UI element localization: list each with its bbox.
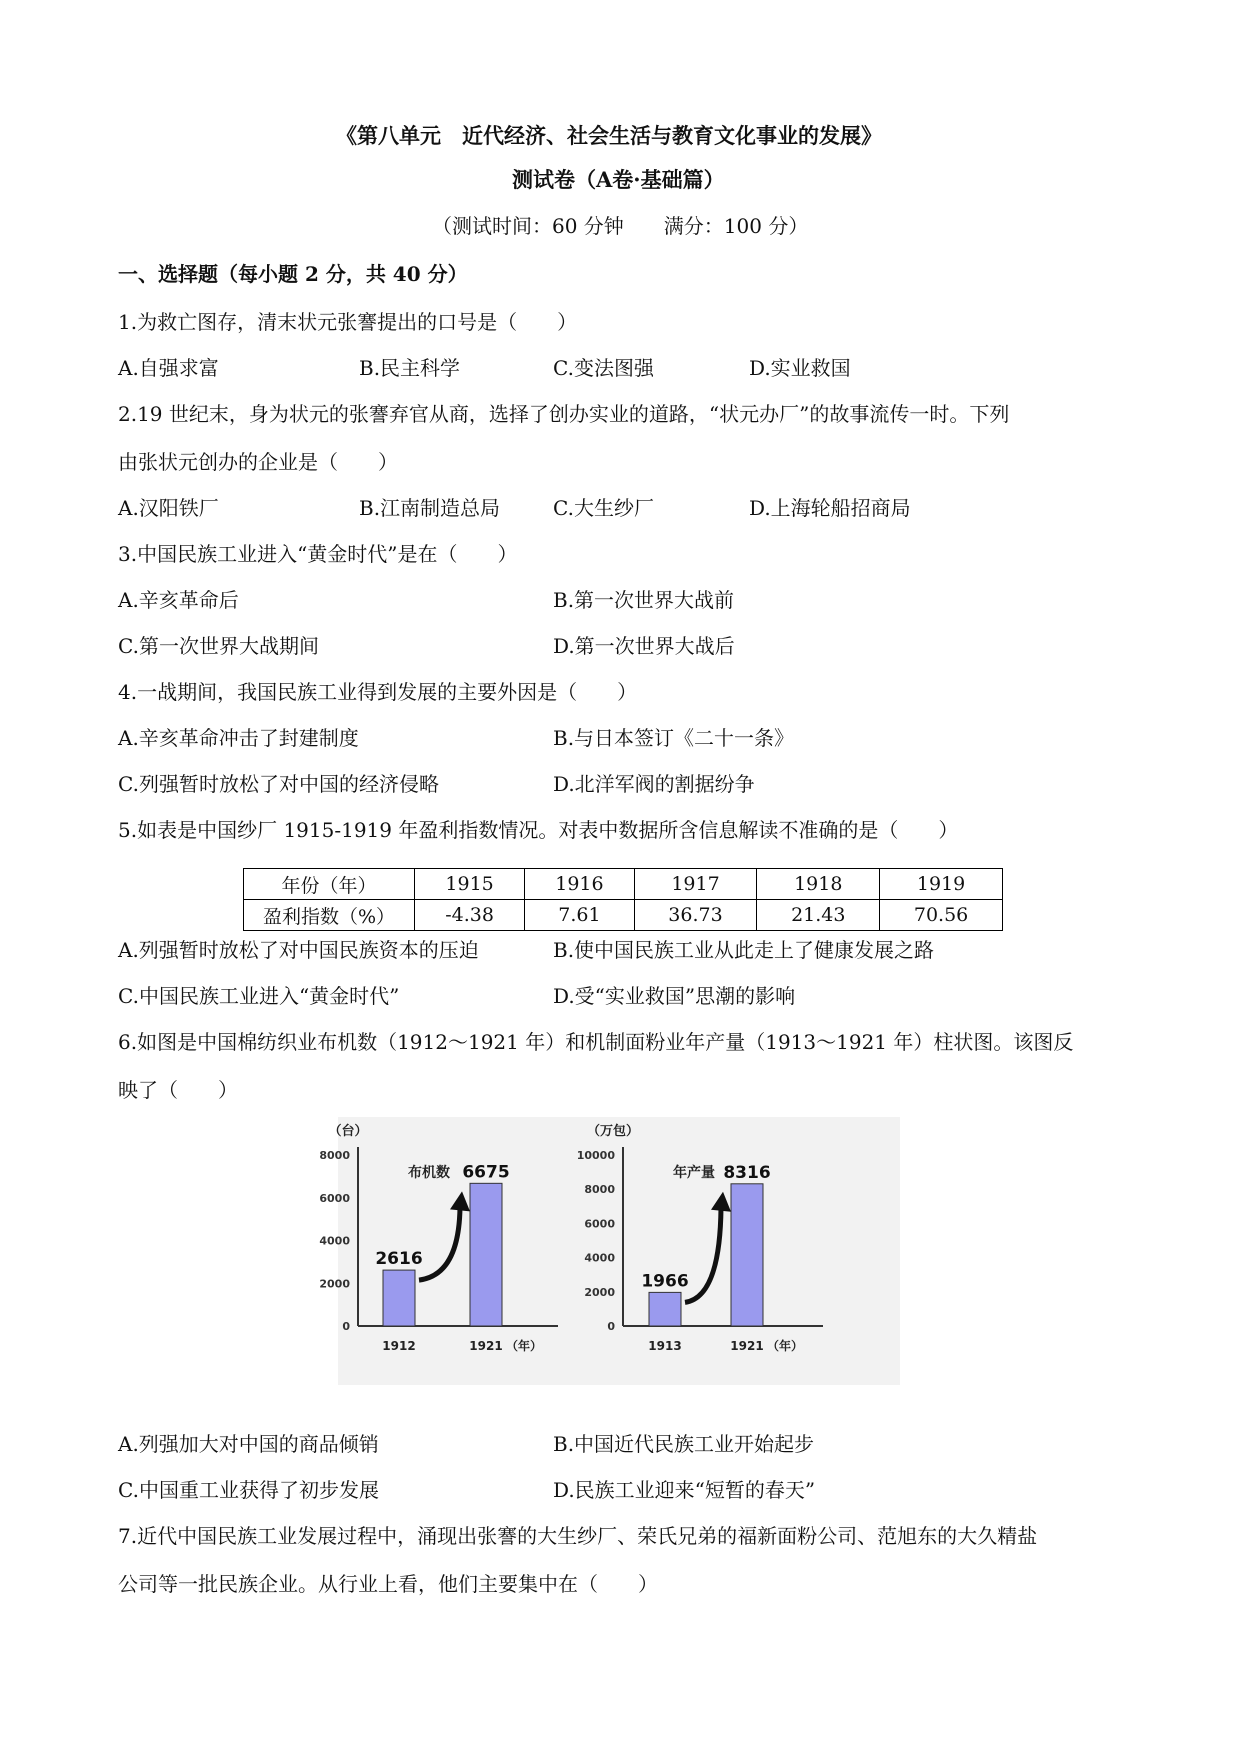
table-cell: 70.56 [880,900,1003,931]
trend-arrow-head [450,1191,470,1211]
table-cell: 1916 [525,869,634,900]
chart-title: 年产量 [673,1165,715,1181]
x-tick-label: 1912 [382,1339,416,1353]
profit-index-table [243,868,1003,931]
q4-option-a[interactable]: A.辛亥革命冲击了封建制度 [118,726,359,750]
y-tick-label: 6000 [584,1217,615,1231]
doc-title: 《第八单元 近代经济、社会生活与教育文化事业的发展》 [336,123,882,148]
q5-option-b[interactable]: B.使中国民族工业从此走上了健康发展之路 [553,938,935,962]
q2-stem-line1: 2.19 世纪末，身为状元的张謇弃官从商，选择了创办实业的道路，“状元办厂”的故事流传一时。下列 [118,402,1010,426]
table-cell: 1919 [880,869,1003,900]
q6-option-b[interactable]: B.中国近代民族工业开始起步 [553,1432,815,1456]
bar-charts-figure [319,1117,900,1385]
x-tick-label: 1921 [469,1339,503,1353]
table-cell: 7.61 [525,900,634,931]
q3-option-d[interactable]: D.第一次世界大战后 [553,634,735,658]
q4-stem: 4.一战期间，我国民族工业得到发展的主要外因是（ ） [118,680,638,704]
q1-stem: 1.为救亡图存，清末状元张謇提出的口号是（ ） [118,310,578,334]
q4-option-d[interactable]: D.北洋军阀的割据纷争 [553,772,755,796]
section-heading: 一、选择题（每小题 2 分，共 40 分） [118,262,468,286]
q3-option-a[interactable]: A.辛亥革命后 [118,588,239,612]
y-tick-label: 6000 [319,1191,350,1205]
table-cell: 年份（年） [244,869,415,900]
x-tick-label: 1921 [730,1339,764,1353]
x-unit-label: （年） [766,1339,804,1353]
table-cell: 盈利指数（%） [244,900,415,931]
trend-arrow [419,1207,460,1280]
x-unit-label: （年） [505,1339,543,1353]
q6-option-a[interactable]: A.列强加大对中国的商品倾销 [118,1432,379,1456]
q1-option-d[interactable]: D.实业救国 [749,356,851,380]
table-cell: 21.43 [757,900,880,931]
q6-option-d[interactable]: D.民族工业迎来“短暂的春天” [553,1478,816,1502]
q3-option-c[interactable]: C.第一次世界大战期间 [118,634,319,658]
q6-stem-line2: 映了（ ） [118,1078,238,1102]
q5-option-c[interactable]: C.中国民族工业进入“黄金时代” [118,984,400,1008]
q2-stem-line2: 由张状元创办的企业是（ ） [118,450,398,474]
y-tick-label: 0 [607,1320,615,1333]
q6-option-c[interactable]: C.中国重工业获得了初步发展 [118,1478,379,1502]
bar-value-label: 2616 [375,1249,423,1270]
doc-subtitle: 测试卷（A卷·基础篇） [512,167,725,192]
table-cell: 1918 [757,869,880,900]
chart-unit-label: （万包） [586,1124,640,1139]
bar [649,1292,681,1326]
y-tick-label: 8000 [319,1149,350,1162]
y-tick-label: 8000 [584,1183,615,1197]
trend-arrow-head [711,1192,731,1212]
doc-meta: （测试时间：60 分钟 满分：100 分） [432,214,809,238]
q7-stem-line1: 7.近代中国民族工业发展过程中，涌现出张謇的大生纱厂、荣氏兄弟的福新面粉公司、范旭东的大久精盐 [118,1524,1038,1548]
q1-option-c[interactable]: C.变法图强 [553,356,654,380]
table-row [244,869,1003,900]
q2-option-a[interactable]: A.汉阳铁厂 [118,496,219,520]
y-tick-label: 4000 [584,1251,615,1265]
table-cell: -4.38 [415,900,525,931]
bar-value-label: 6675 [462,1162,510,1183]
q5-option-a[interactable]: A.列强暂时放松了对中国民族资本的压迫 [118,938,479,962]
bar-value-label: 8316 [723,1162,771,1183]
q2-option-c[interactable]: C.大生纱厂 [553,496,654,520]
bar-value-label: 1966 [641,1271,689,1292]
q5-stem: 5.如表是中国纱厂 1915-1919 年盈利指数情况。对表中数据所含信息解读不准确的是（ ） [118,818,959,842]
bar [470,1183,502,1326]
q1-option-a[interactable]: A.自强求富 [118,356,219,380]
chart-title: 布机数 [408,1165,450,1181]
table-row [244,900,1003,931]
bar [731,1184,763,1326]
y-tick-label: 10000 [576,1149,615,1162]
y-tick-label: 4000 [319,1234,350,1248]
q2-option-b[interactable]: B.江南制造总局 [359,496,501,520]
y-tick-label: 2000 [584,1285,615,1299]
chart-unit-label: （台） [328,1124,368,1139]
q7-stem-line2: 公司等一批民族企业。从行业上看，他们主要集中在（ ） [118,1572,658,1596]
y-tick-label: 2000 [319,1277,350,1291]
q4-option-b[interactable]: B.与日本签订《二十一条》 [553,726,795,750]
q3-stem: 3.中国民族工业进入“黄金时代”是在（ ） [118,542,518,566]
q4-option-c[interactable]: C.列强暂时放松了对中国的经济侵略 [118,772,439,796]
bar [383,1270,415,1326]
x-tick-label: 1913 [648,1339,682,1353]
q5-option-d[interactable]: D.受“实业救国”思潮的影响 [553,984,796,1008]
q3-option-b[interactable]: B.第一次世界大战前 [553,588,735,612]
table-cell: 1915 [415,869,525,900]
bar-charts-svg [319,1117,900,1385]
trend-arrow [685,1208,721,1303]
q6-stem-line1: 6.如图是中国棉纺织业布机数（1912～1921 年）和机制面粉业年产量（1913～1921 年）柱状图。该图反 [118,1030,1074,1054]
table-cell: 1917 [634,869,757,900]
table-cell: 36.73 [634,900,757,931]
q2-option-d[interactable]: D.上海轮船招商局 [749,496,911,520]
y-tick-label: 0 [342,1320,350,1333]
q1-option-b[interactable]: B.民主科学 [359,356,461,380]
